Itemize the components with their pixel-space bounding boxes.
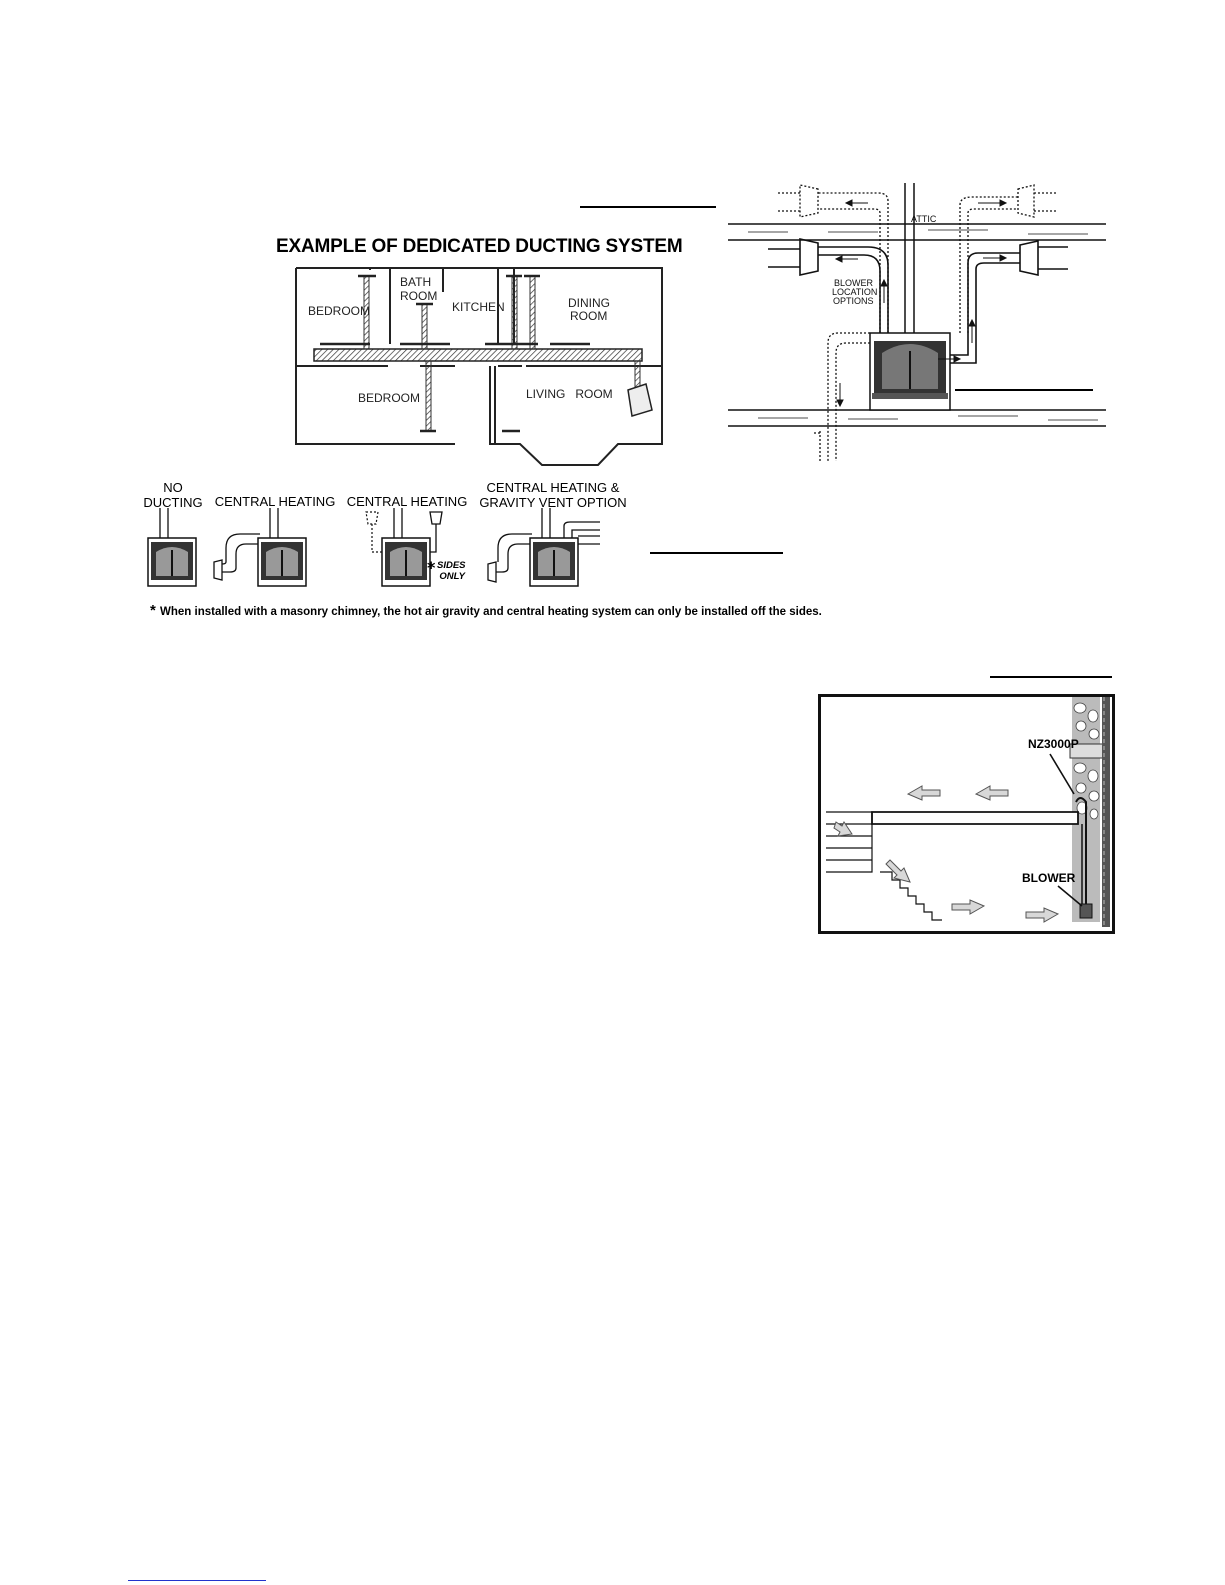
room-dining-2: ROOM bbox=[570, 309, 608, 323]
option-gravity-line1: CENTRAL HEATING & bbox=[486, 480, 620, 495]
option-gravity-vent bbox=[478, 480, 628, 510]
room-living: LIVING ROOM bbox=[526, 387, 613, 401]
blower-label: BLOWER bbox=[1022, 871, 1076, 885]
footnote-text: When installed with a masonry chimney, the hot air gravity and central heating system can only be installed off the sides. bbox=[160, 606, 822, 618]
option-illustrations bbox=[140, 508, 620, 590]
option-central-heating-2: CENTRAL HEATING bbox=[346, 494, 468, 509]
attic-label: ATTIC bbox=[911, 214, 937, 224]
option-no-ducting bbox=[138, 480, 208, 510]
rule-4 bbox=[990, 676, 1112, 678]
rule-1 bbox=[580, 206, 716, 208]
footnote-asterisk-icon: * bbox=[150, 602, 161, 619]
sides-only-line1: SIDES bbox=[437, 560, 466, 571]
sides-only-line2: ONLY bbox=[439, 571, 465, 582]
sides-only-note bbox=[437, 560, 465, 582]
ducting-title: EXAMPLE OF DEDICATED DUCTING SYSTEM bbox=[276, 236, 683, 257]
blower-label-2: LOCATION bbox=[832, 287, 878, 297]
option-central-heating-1: CENTRAL HEATING bbox=[214, 494, 336, 509]
blower-label-1: BLOWER bbox=[834, 278, 874, 288]
room-kitchen: KITCHEN bbox=[452, 300, 505, 314]
rule-3 bbox=[650, 552, 783, 554]
blower-label-3: OPTIONS bbox=[833, 296, 874, 306]
room-bedroom-2: BEDROOM bbox=[358, 391, 421, 405]
room-dining: DINING bbox=[568, 296, 610, 310]
asterisk-icon: * bbox=[427, 558, 436, 577]
attic-diagram bbox=[728, 183, 1106, 461]
option-gravity-line2: GRAVITY VENT OPTION bbox=[479, 495, 627, 510]
floor-plan bbox=[290, 262, 668, 470]
basement-diagram bbox=[818, 694, 1115, 934]
room-bedroom-1: BEDROOM bbox=[308, 304, 371, 318]
option-no-ducting-line1: NO bbox=[163, 480, 183, 495]
nz3000p-label: NZ3000P bbox=[1028, 737, 1079, 751]
footnote bbox=[150, 602, 822, 619]
footer-rule bbox=[128, 1580, 266, 1581]
room-bath: BATH bbox=[400, 275, 432, 289]
option-no-ducting-line2: DUCTING bbox=[143, 495, 203, 510]
room-bath-2: ROOM bbox=[400, 289, 438, 303]
